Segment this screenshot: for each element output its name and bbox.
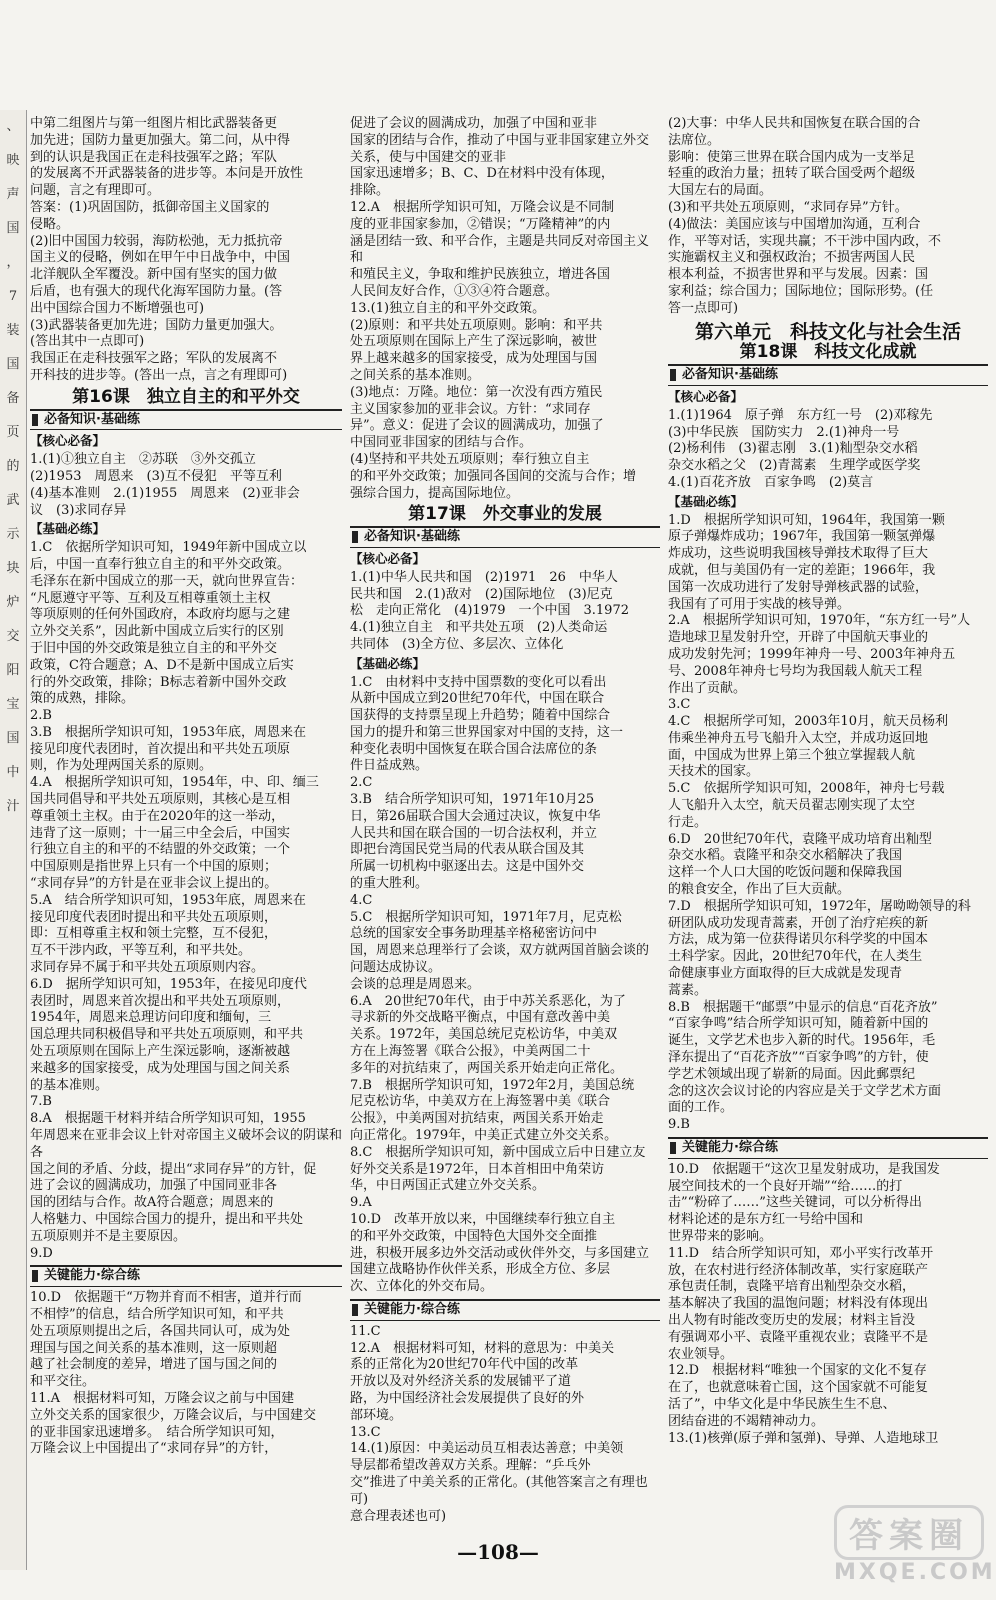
section-bar: 必备知识·基础练 [668,364,988,386]
text-line: 之间关系的基本准则。 [350,367,481,383]
text-line: 求同存异不属于和平共处五项原则内容。 [30,960,265,976]
text-line: 国主义的侵略，例如在甲午中日战争中，中国 [30,250,291,266]
text-line: 7.D 根据所学知识可知，1972年，屠呦呦领导的科 [668,898,971,914]
text-line: “百家争鸣”结合所学知识可知，随着新中国的 [668,1016,929,1032]
text-line: 到的认识是我国正在走科技强军之路；军队 [30,149,278,165]
text-line: 10.D 改革开放以来，中国继续奉行独立自主 [350,1212,616,1227]
text-line: 人民间友好合作，①③④符合题意。 [350,283,559,299]
text-line: 13.C [350,1424,381,1440]
text-line: 承包责任制，袁隆平培育出籼型杂交水稻， [668,1279,916,1295]
text-line: 北洋舰队全军覆没。新中国有坚实的国力做 [30,267,278,283]
text-line: 1.C 由材料中支持中国票数的变化可以看出 [350,674,607,690]
text-line: 的重大胜利。 [350,876,429,892]
text-line: 总统的国家安全事务助理基辛格秘密访问中 [350,926,598,942]
text-line: 10.D 依据题干“万物并育而不相害，道并行而 [30,1290,302,1306]
text-line: 策的成熟，排除。 [30,691,135,707]
text-line: 的发展离不开武器装备的进步等。本问是开放性 [30,166,304,182]
text-line: 5.A 结合所学知识可知，1953年底，周恩来在 [30,892,306,908]
text-line: 行独立自主的和平的不结盟的外交政策；一个 [30,842,291,858]
text-line: 即：互相尊重主权和领土完整，互不侵犯， [30,926,278,942]
text-line: 处五项原则在国际上产生了深远影响，被世 [350,334,598,350]
text-line: 和平交往。 [30,1374,96,1390]
text-line: 炸成功，这些说明我国核导弹技术取得了巨大 [668,546,929,562]
text-line: (4)做法：美国应该与中国增加沟通，互利合 [668,216,921,232]
subsection-label: 【核心必备】 [668,388,744,404]
text-line: 家利益；综合国力；国际地位；国际形势。(任 [668,283,934,299]
text-line: (3)和平共处五项原则，“求同存异”方针。 [668,199,908,215]
text-line: 2.C [350,775,373,791]
text-line: 进，积极开展多边外交活动或伙伴外交，与多国建立 [350,1245,650,1261]
text-line: 有强调邓小平、袁隆平重视农业；袁隆平不是 [668,1329,929,1345]
text-line: 系的正常化为20世纪70年代中国的改革 [350,1357,579,1373]
text-line: 农业领导。 [668,1346,734,1362]
text-line: 诞生，文学艺术也步入新的时代。1956年，毛 [668,1033,936,1049]
text-line: 行走。 [668,814,708,830]
section-bar: 关键能力·综合练 [30,1265,342,1287]
text-line: 民共和国 2.(1)敌对 (2)国际地位 (3)尼克 [350,586,613,602]
text-line: 杂交水稻之父 (2)青蒿素 生理学或医学奖 [668,458,921,474]
text-line: 国总理共同积极倡导和平共处五项原则，和平共 [30,1027,304,1043]
text-line: 11.A 根据材料可知，万隆会议之前与中国建 [30,1390,295,1406]
text-line: 7.B [30,1094,52,1110]
text-line: 5.C 依据所学知识可知，2008年，神舟七号载 [668,781,945,797]
text-line: 成功发射先河；1999年神舟一号、2003年神舟五 [668,646,956,662]
text-line: 4.A 根据所学知识可知，1954年，中、印、缅三 [30,775,319,791]
edge-char: 中 [6,765,20,780]
text-line: 不相悖”的信息，结合所学知识可知，和平共 [30,1306,284,1322]
text-line: 年周恩来在亚非会议上针对帝国主义破坏会议的阴谋和各 [30,1128,342,1160]
text-line: 世界带来的影响。 [668,1229,773,1244]
text-line: 的粮食安全，作出了巨大贡献。 [668,882,851,898]
edge-char: 炉 [6,595,20,610]
text-line: 的和平外交政策；加强同各国间的交流与合作；增 [350,468,637,484]
text-line: 理国与国之间关系的基本准则，这一原则超 [30,1340,278,1356]
text-line: 答一点即可) [668,300,739,316]
text-line: 人飞船升入太空，航天员翟志刚实现了太空 [668,798,916,814]
text-line: 14.(1)原因：中美运动员互相表达善意；中美领 [350,1441,624,1457]
text-line: 松 走向正常化 (4)1979 一个中国 3.1972 [350,603,629,619]
text-line: 影响：使第三世界在联合国内成为一支举足 [668,149,916,165]
text-line: 9.B [668,1117,690,1133]
column-1 [30,116,342,1586]
text-line: 处五项原则提出之后，各国共同认可，成为处 [30,1323,291,1339]
edge-char: 、 [6,119,20,134]
text-line: 国第一次成功进行了发射导弹核武器的试验， [668,579,929,595]
text-line: 问题，言之有理即可。 [30,183,161,199]
text-line: 在了，也就意味着亡国，这个国家就不可能复 [668,1380,929,1396]
text-line: 接见印度代表团时提出和平共处五项原则， [30,909,278,925]
lesson-title: 第18课 科技文化成就 [739,342,917,363]
text-line: 11.C [350,1323,381,1339]
text-line: 3.B 根据所学知识可知，1953年底，周恩来在 [30,724,307,740]
unit-title: 第六单元 科技文化与社会生活 [694,320,961,343]
text-line: 促进了会议的圆满成功，加强了中国和亚非 [350,116,598,131]
section-bar: 关键能力·综合练 [350,1299,660,1321]
text-line: 华，中日两国正式建立外交关系。 [350,1178,546,1194]
text-line: 4.C 根据所学可知，2003年10月，航天员杨利 [668,714,948,730]
section-bar: 必备知识·基础练 [30,409,342,431]
text-line: 国建立战略协作伙伴关系，形成全方位、多层 [350,1262,611,1278]
edge-char: 示 [6,527,20,542]
text-line: 12.A 根据所学知识可知，万隆会议是不同制 [350,199,615,215]
text-line: 后盾，也有强大的现代化海军国防力量。(答 [30,283,283,299]
text-line: 违背了这一原则；十一届三中全会后，中国实 [30,825,291,841]
text-line: (4)基本准则 2.(1)1955 周恩来 (2)亚非会 [30,485,300,501]
text-line: 共同体 (3)全方位、多层次、立体化 [350,636,564,652]
text-line: 中第二组图片与第一组图片相比武器装备更 [30,116,278,131]
text-line: 大国左右的局面。 [668,183,773,199]
text-line: 五项原则并不是主要原因。 [30,1228,187,1244]
text-line: 13.(1)独立自主的和平外交政策。 [350,300,546,316]
text-line: (3)武器装备更加先进；国防力量更加强大。 [30,317,283,333]
text-line: 互不干涉内政，平等互利，和平共处。 [30,943,252,959]
edge-char: 块 [6,561,20,576]
text-line: 行的外交政策，排除；B标志着新中国外交政 [30,674,287,690]
text-line: 的亚非国家迅速增多。 结合所学知识可知， [30,1424,284,1440]
text-line: 中国原则是指世界上只有一个中国的原则； [30,859,278,875]
edge-char: 声 [6,187,20,202]
text-line: (4)坚持和平共处五项原则；奉行独立自主 [350,451,590,467]
text-line: 放，在农村进行经济体制改革，实行家庭联产 [668,1262,929,1278]
text-line: 进了会议的圆满成功，加强了中国同亚非各 [30,1178,278,1194]
text-line: (2)原则：和平共处五项原则。影响：和平共 [350,317,603,333]
text-line: 1.(1)①独立自主 ②苏联 ③外交孤立 [30,452,256,468]
watermark-logo [834,1505,996,1593]
text-line: 9.D [30,1245,53,1261]
text-line: 6.D 20世纪70年代，袁隆平成功培育出籼型 [668,831,932,847]
text-line: 路，为中国经济社会发展提供了良好的外 [350,1390,585,1406]
text-line: 种变化表明中国恢复在联合国合法席位的条 [350,741,598,757]
text-line: 多年的对抗结束了，两国关系开始走向正常化。 [350,1060,624,1076]
text-line: 人民共和国在联合国的一切合法权利，并立 [350,825,598,841]
text-line: 杂交水稻。袁隆平和杂交水稻解决了我国 [668,848,903,864]
text-line: 次、立体化的外交布局。 [350,1279,494,1295]
text-line: “求同存异”的方针是在亚非会议上提出的。 [30,876,278,892]
text-line: 万隆会议上中国提出了“求同存异”的方针， [30,1441,278,1457]
text-line: 加先进；国防力量更加强大。第二问，从中得 [30,132,291,148]
text-line: 天技术的国家。 [668,764,760,780]
text-line: 研团队成功发现青蒿素，开创了治疗疟疾的新 [668,915,929,931]
text-line: 则，作为处理两国关系的原则。 [30,758,213,774]
text-line: 和殖民主义，争取和维护民族独立，增进各国 [350,267,611,283]
text-line: 度的亚非国家参加，②错误；“万隆精神”的内 [350,216,611,232]
edge-char: 宝 [6,697,20,712]
text-line: 开科技的进步等。(答出一点，言之有理即可) [30,367,288,383]
page-number: —108— [457,1540,539,1564]
text-line: 2.A 根据所学知识可知，1970年，“东方红一号”人 [668,613,971,629]
text-line: 涵是团结一致、和平合作，主题是共同反对帝国主义和 [350,233,650,266]
text-line: 国，周恩来总理举行了会谈，双方就两国首脑会谈的问题达成协议。 [350,943,650,976]
text-line: 9.A [350,1195,372,1211]
edge-char: 阳 [6,663,20,678]
text-line: 土科学家。因此，20世纪70年代，在人类生 [668,949,923,965]
text-line: 所属一切机构中驱逐出去。这是中国外交 [350,859,585,875]
text-line: 作，平等对话，实现共赢；不干涉中国内政，不 [668,233,942,249]
edge-char: 映 [6,153,20,168]
text-line: 6.A 20世纪70年代，由于中苏关系恶化，为了 [350,993,626,1009]
text-line: 5.C 根据所学知识可知，1971年7月，尼克松 [350,909,622,925]
text-line: 10.D 依据题干“这次卫星发射成功，是我国发 [668,1161,940,1177]
text-line: 12.D 根据材料“唯独一个国家的文化不复存 [668,1363,927,1379]
text-line: 法席位。 [668,132,721,148]
section-bar: 关键能力·综合练 [668,1137,988,1159]
lesson-title: 第17课 外交事业的发展 [408,504,602,525]
text-line: 界上越来越多的国家接受，成为处理国与国 [350,351,598,367]
text-line: 意合理表述也可) [350,1508,447,1524]
subsection-label: 【基础必练】 [350,655,426,671]
text-line: 3.C [668,697,691,713]
text-line: 作出了贡献。 [668,680,747,696]
text-line: 侵略。 [30,216,70,232]
text-line: 从新中国成立到20世纪70年代，中国在联合 [350,691,605,707]
text-line: 排除。 [350,183,390,199]
text-line: 学艺术领域出现了崭新的局面。因此郵票纪 [668,1066,916,1082]
text-line: (2)大事：中华人民共和国恢复在联合国的合 [668,116,921,131]
edge-char: 页 [6,425,20,440]
text-line: 12.A 根据材料可知，材料的意思为：中美关 [350,1340,615,1356]
subsection-label: 【基础必练】 [668,493,744,509]
text-line: 7.B 根据所学知识可知，1972年2月，美国总统 [350,1077,635,1093]
text-line: 即把台湾国民党当局的代表从联合国及其 [350,842,585,858]
text-line: 国力的提升和第三世界国家对中国的支持，这一 [350,724,624,740]
text-line: 8.C 根据所学知识可知，新中国成立后中日建立友 [350,1144,646,1160]
text-line: 向正常化。1979年，中美正式建立外交关系。 [350,1128,618,1144]
text-line: 尼克松访华，中美双方在上海签署中美《联合 [350,1094,611,1110]
text-line: 实施霸权主义和强权政治；不损害两国人民 [668,250,916,266]
text-line: 8.A 根据题干材料并结合所学知识可知，1955 [30,1111,306,1127]
text-line: 出人物有时能改变历史的发展；材料主旨没 [668,1312,916,1328]
text-line: 3.B 结合所学知识可知，1971年10月25 [350,792,595,808]
text-line: “凡愿遵守平等、互利及互相尊重领土主权 [30,590,271,606]
text-line: 开放以及对外经济关系的发展铺平了道 [350,1374,572,1390]
text-line: 的和平外交政策，中国特色大国外交全面推 [350,1228,598,1244]
text-line: 伟乘坐神舟五号飞船升入太空，并成功返回地 [668,730,929,746]
text-line: 等项原则的任何外国政府，本政府均愿与之建 [30,607,291,623]
edge-char: 装 [6,323,20,338]
text-line: 的基本准则。 [30,1077,109,1093]
text-line: 1.(1)1964 原子弹 东方红一号 (2)邓稼先 [668,407,933,423]
binding-edge [0,110,27,1570]
text-line: 1954年，周恩来总理访问印度和缅甸，三 [30,1010,272,1026]
text-line: 造地球卫星发射升空，开辟了中国航天事业的 [668,630,929,646]
text-line: 后，中国一直奉行独立自主的和平外交政策。 [30,556,291,572]
text-line: 面的工作。 [668,1100,734,1116]
edge-char: 国 [6,357,20,372]
text-line: 好外交关系是1972年，日本首相田中角荣访 [350,1161,605,1177]
text-line: 1.D 根据所学知识可知，1964年，我国第一颗 [668,512,945,528]
text-line: 方法，成为第一位获得诺贝尔科学奖的中国本 [668,932,929,948]
text-line: 处五项原则在国际上产生深远影响，逐渐被越 [30,1044,291,1060]
text-line: 表团时，周恩来首次提出和平共处五项原则， [30,993,291,1009]
text-line: 尊重领土主权。由于在2020年的这一举动， [30,808,285,824]
edge-char: 武 [6,493,20,508]
text-line: (3)中华民族 国防实力 2.(1)神舟一号 [668,424,900,440]
text-line: 人格魅力、中国综合国力的提升，提出和平共处 [30,1212,304,1227]
text-line: 这样一个人口大国的吃饭问题和保障我国 [668,865,903,881]
text-line: 命健康事业方面取得的巨大成就是发现青 [668,966,903,982]
text-line: 部环境。 [350,1407,403,1423]
text-line: 泽东提出了“百花齐放”“百家争鸣”的方针，使 [668,1050,929,1066]
column-3 [668,116,996,1586]
text-line: 日，第26届联合国大会通过决议，恢复中华 [350,808,601,824]
text-line: 4.(1)独立自主 和平共处五项 (2)人类命运 [350,620,608,636]
edge-char: 国 [6,731,20,746]
text-line: (2)1953 周恩来 (3)互不侵犯 平等互利 [30,468,282,484]
text-line: 1.(1)中华人民共和国 (2)1971 26 中华人 [350,569,618,585]
text-line: 轻重的政治力量；扭转了联合国受两个超级 [668,166,916,182]
text-line: 国获得的支持票呈现上升趋势；随着中国综合 [350,708,611,724]
text-line: 根本利益，不损害世界和平与发展。因素：国 [668,267,929,283]
text-line: 击”“粉碎了……”这些关键词，可以分析得出 [668,1195,922,1211]
text-line: 蒿素。 [668,982,708,998]
text-line: (答出其中一点即可) [30,334,145,350]
lesson-title: 第16课 独立自主的和平外交 [72,386,300,407]
text-line: 强综合国力，提高国际地位。 [350,485,520,501]
text-line: 国家的团结与合作，推动了中国与亚非国家建立外交关系，使与中国建交的亚非 [350,132,650,165]
edge-char: 的 [6,459,20,474]
text-line: 方在上海签署《联合公报》，中美两国二十 [350,1044,591,1060]
text-line: 导层都希望改善双方关系。理解：“乒乓外 [350,1458,591,1474]
text-line: 我国正在走科技强军之路；军队的发展离不 [30,351,278,367]
text-line: 活了”，中华文化是中华民族生生不息、 [668,1396,896,1412]
edge-char: 汁 [6,799,20,814]
edge-char: 7 [8,289,18,304]
text-line: 团结奋进的不竭精神动力。 [668,1413,825,1429]
text-line: 4.(1)百花齐放 百家争鸣 (2)莫言 [668,474,874,490]
text-line: 异”。意义：促进了会议的圆满成功，加强了 [350,418,604,434]
text-line: 国之间的矛盾、分歧，提出“求同存异”的方针，促 [30,1161,317,1177]
text-line: 成就，但与美国仍有一定的差距；1966年，我 [668,562,936,578]
text-line: 原子弹爆炸成功；1967年，我国第一颗氢弹爆 [668,529,936,545]
text-line: 号、2008年神舟七号均为我国载人航天工程 [668,663,923,679]
edge-char: 交 [6,629,20,644]
text-line: 毛泽东在新中国成立的那一天，就向世界宣告： [30,573,304,589]
text-line: 中国同亚非国家的团结与合作。 [350,435,533,451]
edge-char: ， [6,255,20,270]
text-line: 公报》，中美两国对抗结束，两国关系开始走 [350,1111,604,1127]
subsection-label: 【基础必练】 [30,521,106,537]
text-line: 主义国家参加的亚非会议。方针：“求同存 [350,401,591,417]
text-line: 13.(1)核弹(原子弹和氢弹)、导弹、人造地球卫 [668,1430,939,1446]
text-line: 我国有了可用于实战的核导弹。 [668,596,851,612]
text-line: 国的团结与合作。故A符合题意；周恩来的 [30,1195,274,1211]
text-line: 6.D 据所学知识可知，1953年，在接见印度代 [30,976,307,992]
text-line: 11.D 结合所学知识可知，邓小平实行改革开 [668,1245,934,1261]
text-line: 8.B 根据题干“邮票”中显示的信息“百花齐放” [668,999,938,1015]
text-line: 立外交关系”，因此新中国成立后实行的区别 [30,624,284,640]
text-line: 念的这次会议讨论的内容应是关于文学艺术方面 [668,1083,942,1099]
text-line: 4.C [350,892,373,908]
text-line: 关系。1972年，美国总统尼克松访华，中美双 [350,1027,618,1043]
text-line: 国共同倡导和平共处五项原则，其核心是互相 [30,792,291,808]
text-line: 材料论述的是东方红一号给中国和 [668,1212,864,1228]
text-line: 2.B [30,708,52,724]
edge-char: 国 [6,221,20,236]
text-line: (2)旧中国国力较弱，海防松弛，无力抵抗帝 [30,233,283,249]
text-line: 议 (3)求同存异 [30,502,127,518]
text-line: 寻求新的外交战略平衡点，中国有意改善中美 [350,1010,611,1026]
text-line: 接见印度代表团时，首次提出和平共处五项原 [30,741,291,757]
text-line: 展空间技术的一个良好开端”“给……的打 [668,1178,903,1194]
text-line: 来越多的国家接受，成为处理国与国之间关系 [30,1060,291,1076]
text-line: 越了社会制度的差异，增进了国与国之间的 [30,1357,278,1373]
text-line: 交”推进了中美关系的正常化。(其他答案言之有理也可) [350,1474,648,1507]
text-line: 政策，C符合题意；A、D不是新中国成立后实 [30,657,294,673]
edge-char: 备 [6,391,20,406]
text-line: 面，中国成为世界上第三个独立掌握载人航 [668,747,916,763]
subsection-label: 【核心必备】 [30,433,106,449]
text-line: 答案：(1)巩固国防，抵御帝国主义国家的 [30,199,270,215]
column-2 [350,116,660,1586]
text-line: 立外交关系的国家很少，万隆会议后，与中国建交 [30,1407,317,1423]
text-line: 于旧中国的外交政策是独立自主的和平外交 [30,640,278,656]
text-line: 国家迅速增多；B、C、D在材料中没有体现， [350,166,614,182]
text-line: 基本解决了我国的温饱问题；材料没有体现出 [668,1296,929,1312]
subsection-label: 【核心必备】 [350,550,426,566]
text-line: (3)地点：万隆。地位：第一次没有西方殖民 [350,384,603,400]
watermark-line1: 答案圈 [834,1505,984,1560]
text-line: (2)杨利伟 (3)翟志刚 3.(1)籼型杂交水稻 [668,441,918,457]
text-line: 出中国综合国力不断增强也可) [30,300,205,316]
text-line: 件日益成熟。 [350,758,429,774]
watermark-line2: MXQE.COM [834,1560,996,1585]
text-line: 1.C 依据所学知识可知，1949年新中国成立以 [30,540,307,556]
text-line: 会谈的总理是周恩来。 [350,976,481,992]
section-bar: 必备知识·基础练 [350,526,660,548]
